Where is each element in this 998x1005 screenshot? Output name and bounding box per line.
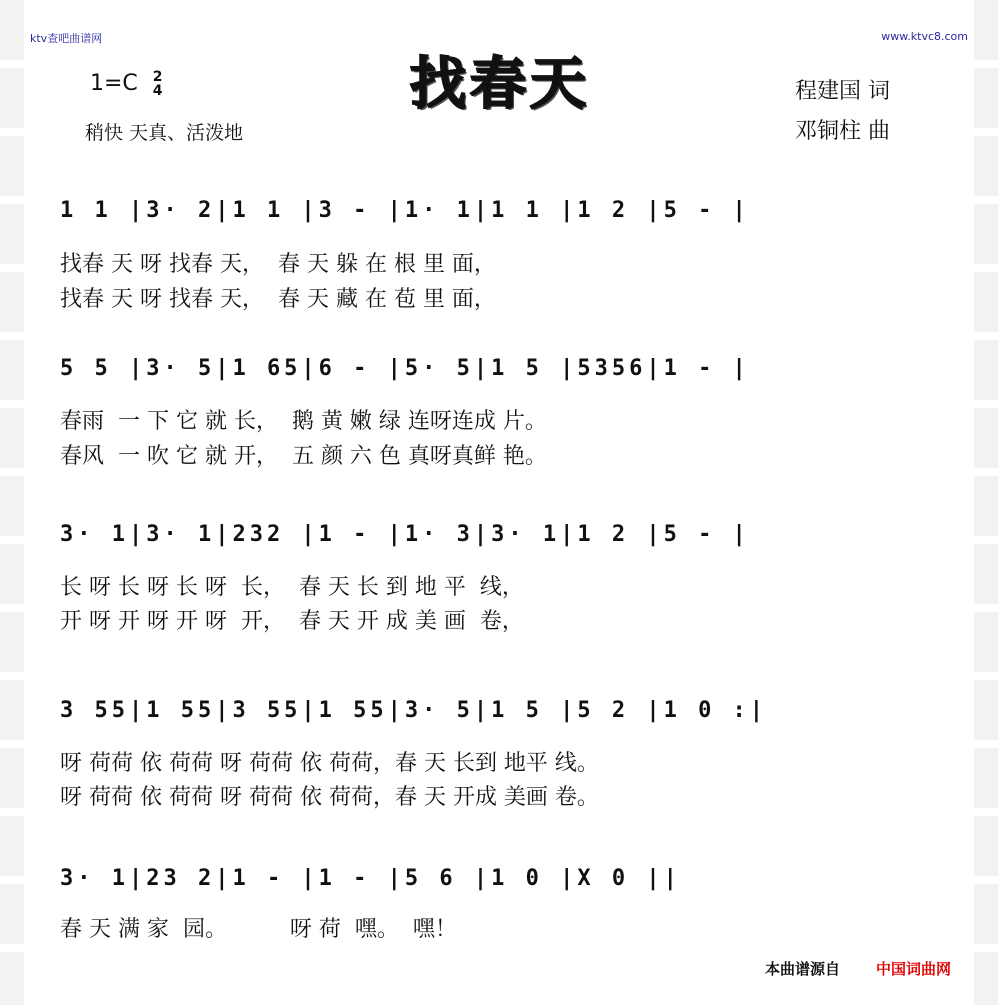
lyric-line: 呀 荷荷 依 荷荷 呀 荷荷 依 荷荷，春 天 长到 地平 线。	[60, 751, 599, 776]
lyric-line: 春雨 一 下 它 就 长， 鹅 黄 嫩 绿 连呀连成 片。	[60, 409, 547, 434]
lyric-line: 找春 天 呀 找春 天， 春 天 躲 在 根 里 面，	[60, 252, 496, 277]
notation-line: 5 5 |3· 5|1 65|6 - |5· 5|1 5 |5356|1 - |	[60, 356, 750, 381]
key-signature	[90, 70, 163, 98]
time-top: 2	[152, 69, 163, 85]
left-margin-strip	[0, 0, 24, 1005]
time-signature	[153, 70, 163, 98]
tempo-marking: 稍快 天真、活泼地	[85, 122, 244, 144]
lyric-line: 春风 一 吹 它 就 开， 五 颜 六 色 真呀真鲜 艳。	[60, 444, 547, 469]
notation-line: 1 1 |3· 2|1 1 |3 - |1· 1|1 1 |1 2 |5 - |	[60, 198, 750, 223]
watermark-right: www.ktvc8.com	[881, 30, 968, 43]
song-title: 找春天	[410, 52, 590, 117]
lyric-line: 长 呀 长 呀 长 呀 长， 春 天 长 到 地 平 线，	[60, 575, 524, 600]
right-margin-strip	[974, 0, 998, 1005]
lyric-line: 找春 天 呀 找春 天， 春 天 藏 在 苞 里 面，	[60, 287, 496, 312]
lyric-line: 呀 荷荷 依 荷荷 呀 荷荷 依 荷荷，春 天 开成 美画 卷。	[60, 785, 599, 810]
lyricist-credit: 程建国 词	[795, 79, 890, 104]
composer-credit: 邓铜柱 曲	[795, 119, 890, 144]
notation-line: 3· 1|3· 1|232 |1 - |1· 3|3· 1|1 2 |5 - |	[60, 522, 750, 547]
time-bottom: 4	[152, 83, 163, 99]
notation-line: 3 55|1 55|3 55|1 55|3· 5|1 5 |5 2 |1 0 :|	[60, 698, 768, 723]
watermark-left: ktv查吧曲谱网	[30, 32, 103, 45]
lyric-line: 春 天 满 家 园。 呀 荷 嘿。 嘿！	[60, 917, 457, 942]
key-label: 1=C	[90, 71, 138, 96]
notation-line: 3· 1|23 2|1 - |1 - |5 6 |1 0 |X 0 ||	[60, 866, 681, 891]
footer-source-label: 本曲谱源自	[765, 960, 841, 978]
footer-site-link[interactable]: 中国词曲网	[876, 960, 952, 978]
lyric-line: 开 呀 开 呀 开 呀 开， 春 天 开 成 美 画 卷，	[60, 609, 524, 634]
